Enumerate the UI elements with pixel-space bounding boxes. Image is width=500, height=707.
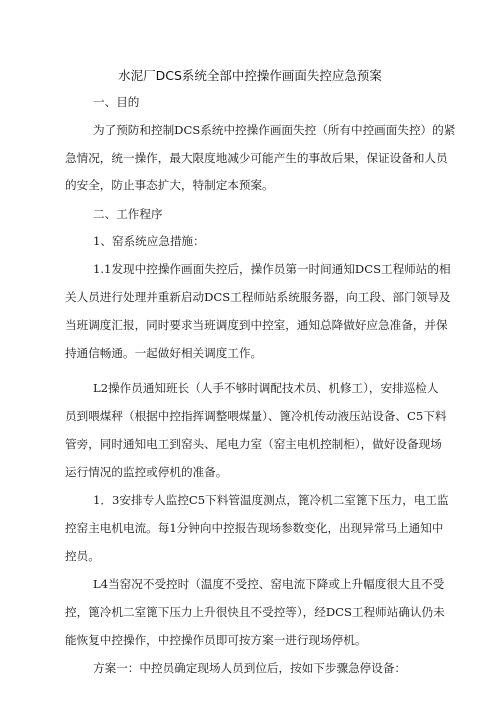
paragraph-line: L4当窑况不受控时（温度不受控、窑电流下降或上升幅度很大且不受 (93, 577, 445, 591)
paragraph-line: 运行情况的监控或停机的准备。 (65, 465, 228, 479)
section-heading-procedure: 二、工作程序 (93, 207, 163, 221)
paragraph-line: 控，篦冷机二室篦下压力上升很快且不受控等），经DCS工程师站确认仍未 (65, 605, 445, 619)
paragraph-line: 能恢复中控操作，中控操作员即可按方案一进行现场停机。 (65, 633, 367, 647)
document-title: 水泥厂DCS系统全部中控操作画面失控应急预案 (118, 68, 382, 83)
paragraph-line: 急情况，统一操作，最大限度地减少可能产生的事故后果，保证设备和人员 (65, 151, 448, 165)
paragraph-line: 控窑主电机电流。每1分钟向中控报告现场参数变化，出现异常马上通知中 (65, 521, 444, 535)
paragraph-line: 1.1发现中控操作画面失控后，操作员第一时间通知DCS工程师站的相 (93, 262, 451, 276)
paragraph-line: 当班调度汇报，同时要求当班调度到中控室，通知总降做好应急准备，并保 (65, 318, 448, 332)
paragraph-line: L2操作员通知班长（人手不够时调配技术员、机修工），安排巡检人 (93, 381, 439, 395)
paragraph-line: 员到喂煤秤（根据中控指挥调整喂煤量）、篦冷机传动液压站设备、C5下料 (65, 409, 447, 423)
section-heading-purpose: 一、目的 (93, 95, 140, 109)
paragraph-line: 持通信畅通。一起做好相关调度工作。 (65, 346, 263, 360)
paragraph-line: 方案一：中控员确定现场人员到位后，按如下步骤急停设备： (93, 661, 407, 675)
paragraph-line: 1．3安排专人监控C5下料管温度测点，篦冷机二室篦下压力，电工监 (93, 493, 449, 507)
paragraph-line: 的安全，防止事态扩大，特制定本预案。 (65, 178, 274, 192)
paragraph-line: 关人员进行处理并重新启动DCS工程师站系统服务器，向工段、部门领导及 (65, 290, 451, 304)
subsection-heading: 1、窑系统应急措施： (93, 234, 205, 248)
paragraph-line: 为了预防和控制DCS系统中控操作画面失控（所有中控画面失控）的紧 (93, 123, 456, 137)
paragraph-line: 控员。 (65, 549, 100, 563)
paragraph-line: 管旁，同时通知电工到窑头、尾电力室（窑主电机控制柜），做好设备现场 (65, 437, 442, 451)
